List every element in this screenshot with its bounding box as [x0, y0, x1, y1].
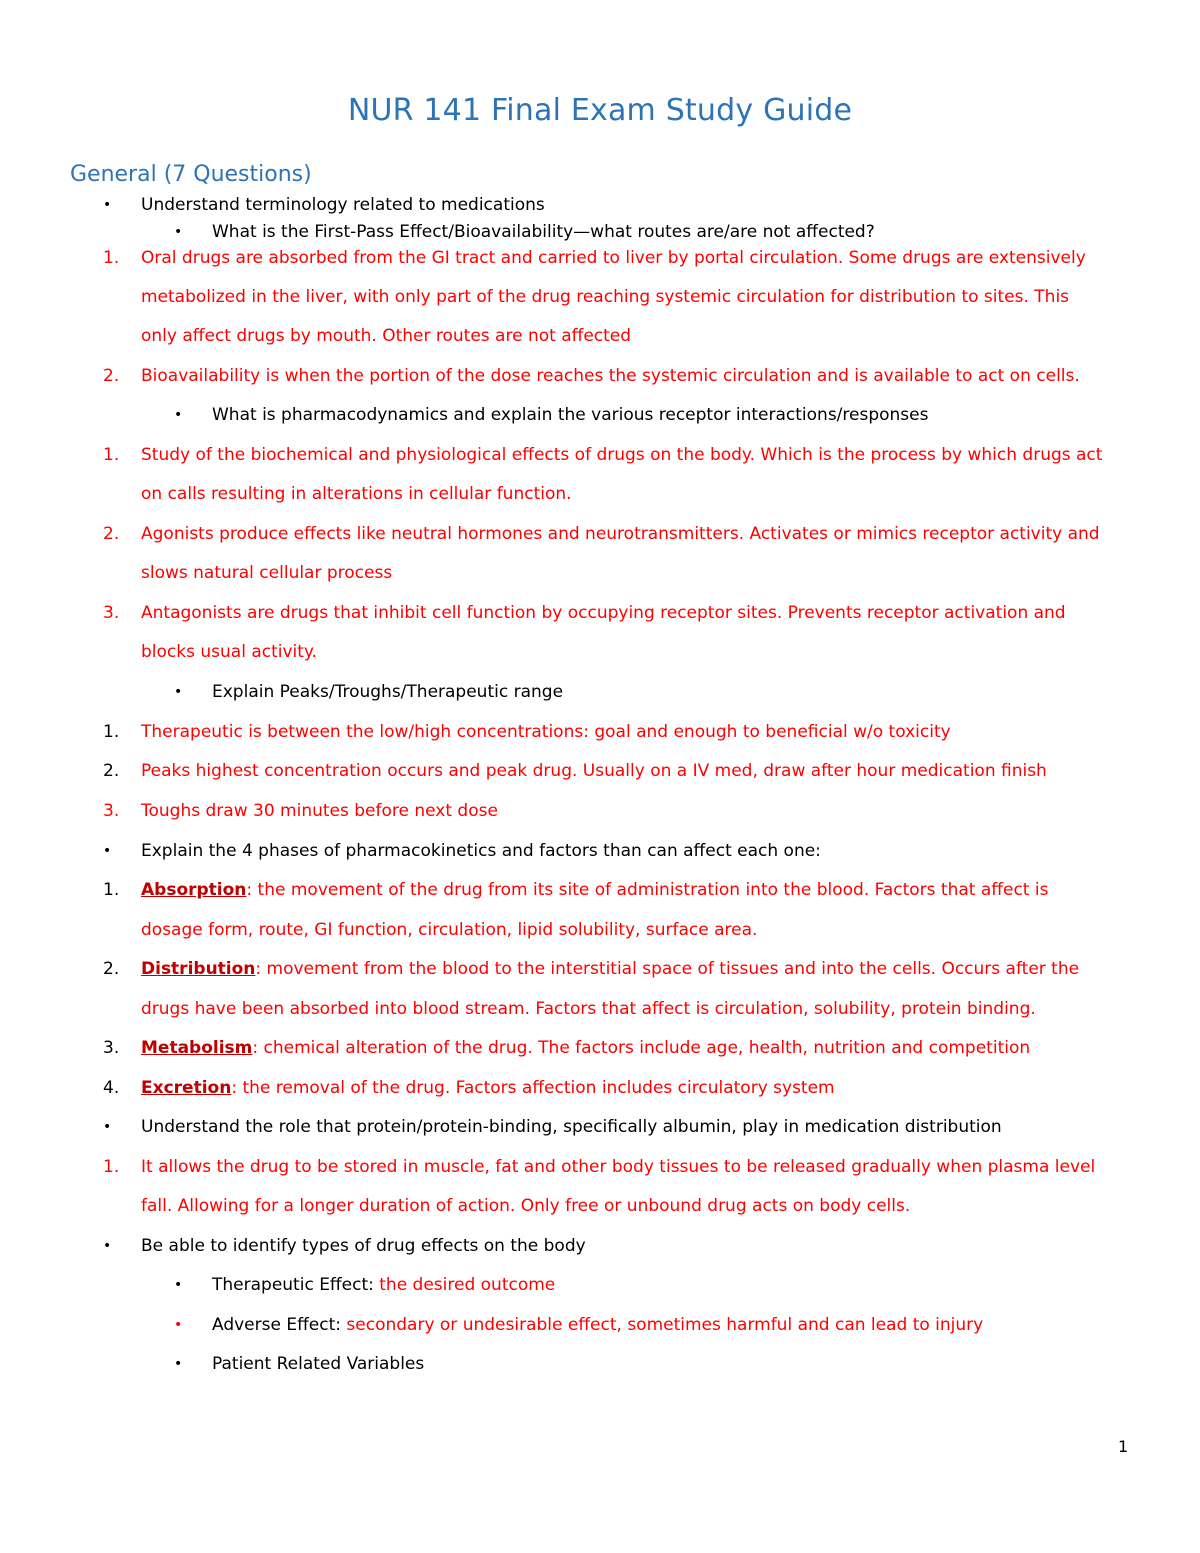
term-metabolism: Metabolism [141, 1038, 253, 1058]
answer-text-continued: slows natural cellular process [141, 563, 393, 583]
bullet-marker: • [174, 407, 183, 423]
list-item-text: Be able to identify types of drug effects on the body [141, 1236, 586, 1256]
bullet-marker: • [174, 1277, 183, 1293]
list-item-text: What is pharmacodynamics and explain the various receptor interactions/responses [212, 405, 929, 425]
bullet-marker: • [103, 1238, 112, 1254]
term-definition: : the removal of the drug. Factors affection includes circulatory system [231, 1078, 835, 1098]
number-marker: 2. [103, 761, 120, 781]
answer-text: Study of the biochemical and physiological effects of drugs on the body. Which is the process by which drugs act [141, 445, 1103, 465]
term-definition: : the movement of the drug from its site of administration into the blood. Factors that affect is [246, 880, 1049, 900]
answer-text-continued: fall. Allowing for a longer duration of action. Only free or unbound drug acts on body cells. [141, 1196, 911, 1216]
answer-text [141, 879, 1048, 901]
number-marker: 2. [103, 524, 120, 544]
number-marker: 2. [103, 959, 120, 979]
number-marker: 3. [103, 801, 120, 821]
list-item-text: Patient Related Variables [212, 1354, 425, 1374]
answer-text: Antagonists are drugs that inhibit cell function by occupying receptor sites. Prevents receptor activation and [141, 603, 1066, 623]
answer-text-continued: drugs have been absorbed into blood stream. Factors that affect is circulation, solubility, protein binding. [141, 999, 1036, 1019]
answer-text-continued: blocks usual activity. [141, 642, 317, 662]
number-marker: 3. [103, 603, 120, 623]
term-distribution: Distribution [141, 959, 256, 979]
bullet-marker: • [174, 1317, 183, 1333]
number-marker: 1. [103, 445, 120, 465]
effect-label: Adverse Effect: [212, 1315, 347, 1335]
answer-text [141, 1077, 835, 1099]
answer-text [141, 1037, 1030, 1059]
term-excretion: Excretion [141, 1078, 232, 1098]
bullet-marker: • [174, 684, 183, 700]
list-item-text: Understand the role that protein/protein-binding, specifically albumin, play in medication distribution [141, 1117, 1002, 1137]
answer-text: Therapeutic is between the low/high concentrations: goal and enough to beneficial w/o toxicity [141, 722, 951, 742]
number-marker: 1. [103, 1157, 120, 1177]
bullet-marker: • [103, 1119, 112, 1135]
page-title: NUR 141 Final Exam Study Guide [347, 93, 853, 128]
section-heading: General (7 Questions) [70, 162, 312, 187]
answer-text-continued: only affect drugs by mouth. Other routes are not affected [141, 326, 632, 346]
list-item-text: Explain Peaks/Troughs/Therapeutic range [212, 682, 564, 702]
effect-description: secondary or undesirable effect, sometimes harmful and can lead to injury [346, 1315, 984, 1335]
bullet-marker: • [174, 1356, 183, 1372]
list-item-text [212, 1314, 983, 1336]
list-item-text [212, 1274, 555, 1296]
list-item-text: Explain the 4 phases of pharmacokinetics and factors than can affect each one: [141, 841, 821, 861]
term-absorption: Absorption [141, 880, 247, 900]
list-item-text: What is the First-Pass Effect/Bioavailability—what routes are/are not affected? [212, 222, 875, 242]
page-number: 1 [1118, 1437, 1129, 1456]
answer-text: Agonists produce effects like neutral hormones and neurotransmitters. Activates or mimics receptor activity and [141, 524, 1100, 544]
answer-text: Bioavailability is when the portion of the dose reaches the systemic circulation and is available to act on cells. [141, 366, 1080, 386]
number-marker: 4. [103, 1078, 120, 1098]
term-definition: : movement from the blood to the interstitial space of tissues and into the cells. Occurs after the [255, 959, 1080, 979]
effect-label: Therapeutic Effect: [212, 1275, 380, 1295]
number-marker: 2. [103, 366, 120, 386]
number-marker: 1. [103, 722, 120, 742]
number-marker: 1. [103, 880, 120, 900]
bullet-marker: • [103, 197, 112, 213]
number-marker: 1. [103, 248, 120, 268]
answer-text-continued: dosage form, route, GI function, circulation, lipid solubility, surface area. [141, 920, 758, 940]
answer-text: Toughs draw 30 minutes before next dose [141, 801, 498, 821]
answer-text-continued: on calls resulting in alterations in cellular function. [141, 484, 572, 504]
bullet-marker: • [174, 224, 183, 240]
answer-text-continued: metabolized in the liver, with only part of the drug reaching systemic circulation for distribution to sites. This [141, 287, 1070, 307]
answer-text: Peaks highest concentration occurs and peak drug. Usually on a IV med, draw after hour medication finish [141, 761, 1047, 781]
answer-text: Oral drugs are absorbed from the GI tract and carried to liver by portal circulation. Some drugs are extensively [141, 248, 1086, 268]
answer-text [141, 958, 1079, 980]
term-definition: : chemical alteration of the drug. The factors include age, health, nutrition and competition [252, 1038, 1031, 1058]
bullet-marker: • [103, 843, 112, 859]
list-item-text: Understand terminology related to medications [141, 195, 545, 215]
effect-description: the desired outcome [379, 1275, 556, 1295]
answer-text: It allows the drug to be stored in muscle, fat and other body tissues to be released gradually when plasma level [141, 1157, 1096, 1177]
number-marker: 3. [103, 1038, 120, 1058]
